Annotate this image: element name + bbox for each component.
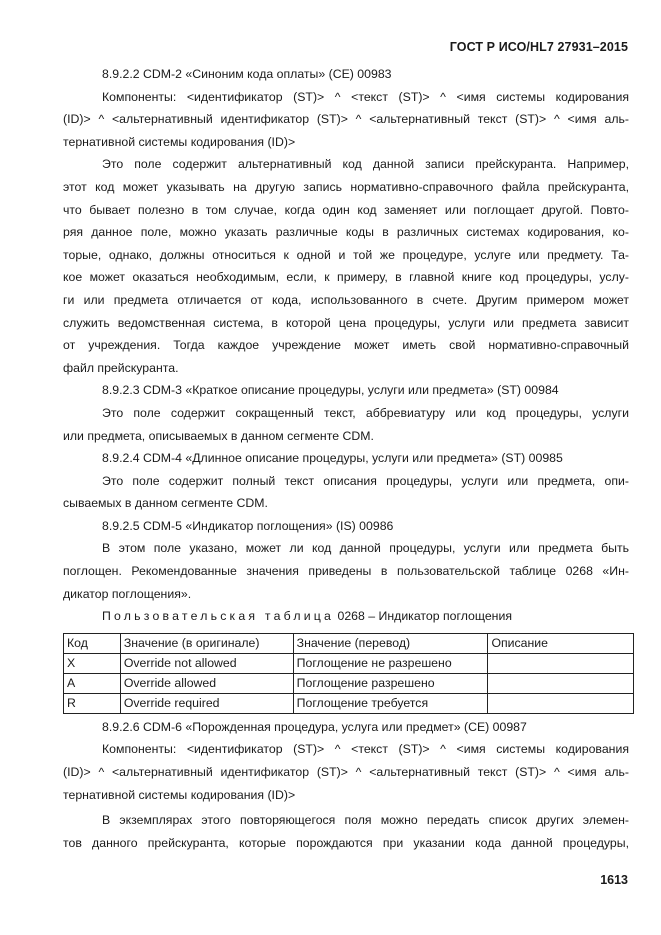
table-header-row bbox=[64, 633, 634, 653]
text-line: ряя данное поле, можно указать различные коды в различных системах кодирования, ко- bbox=[63, 225, 629, 240]
table-cell-original: Override allowed bbox=[120, 673, 293, 693]
table-cell-code: R bbox=[64, 693, 121, 713]
text-line: тов данного прейскуранта, которые порождаются при указании кода данной процедуры, bbox=[63, 835, 629, 850]
table-row bbox=[64, 653, 634, 673]
text-line: тернативной системы кодирования (ID)> bbox=[63, 787, 296, 802]
text-line: (ID)> ^ <альтернативный идентификатор (ST)> ^ <альтернативный текст (ST)> ^ <имя аль- bbox=[63, 112, 629, 127]
document-header: ГОСТ Р ИСО/HL7 27931–2015 bbox=[449, 40, 628, 54]
text-line: В этом поле указано, может ли код данной процедуры, услуги или предмета быть bbox=[102, 541, 629, 556]
body-paragraph bbox=[63, 809, 629, 854]
body-paragraph bbox=[63, 537, 629, 605]
text-line: торые, однако, должны относиться к одной и той же процедуре, услуге или предмету. Та- bbox=[63, 247, 629, 262]
text-line: Это поле содержит полный текст описания процедуры, услуги или предмета, опи- bbox=[102, 473, 629, 488]
table-caption-label: Пользовательская таблица bbox=[102, 609, 335, 624]
components-paragraph bbox=[63, 86, 629, 154]
text-line: В экземплярах этого повторяющегося поля можно передать список других элемен- bbox=[102, 813, 629, 828]
section-title: 8.9.2.3 CDM-3 «Краткое описание процедуры, услуги или предмета» (ST) 00984 bbox=[102, 383, 559, 398]
user-table-0268 bbox=[63, 633, 634, 714]
text-line: что бывает полезно в том случае, когда один код заменяет или поглощает другой. Повто- bbox=[63, 202, 629, 217]
text-line: Компоненты: <идентификатор (ST)> ^ <текст (ST)> ^ <имя системы кодирования bbox=[102, 742, 629, 757]
page-content bbox=[63, 63, 629, 854]
table-row bbox=[64, 673, 634, 693]
text-line: (ID)> ^ <альтернативный идентификатор (ST)> ^ <альтернативный текст (ST)> ^ <имя аль- bbox=[63, 765, 629, 780]
table-cell-description bbox=[488, 693, 634, 713]
text-line: от учреждения. Тогда каждое учреждение может иметь свой нормативно-справочный bbox=[63, 338, 629, 353]
table-header-cell: Описание bbox=[488, 633, 634, 653]
table-cell-code: A bbox=[64, 673, 121, 693]
section-title: 8.9.2.2 CDM-2 «Синоним кода оплаты» (CE) 00983 bbox=[102, 67, 392, 81]
table-cell-translation: Поглощение разрешено bbox=[293, 673, 488, 693]
table-caption-text: 0268 – Индикатор поглощения bbox=[337, 609, 512, 624]
body-paragraph bbox=[63, 402, 629, 447]
table-cell-translation: Поглощение не разрешено bbox=[293, 653, 488, 673]
table-header-cell: Значение (перевод) bbox=[293, 633, 488, 653]
text-line: файл прейскуранта. bbox=[63, 360, 179, 375]
text-line: тернативной системы кодирования (ID)> bbox=[63, 134, 296, 149]
table-caption bbox=[63, 605, 629, 628]
text-line: этот код может указывать на другую запись нормативно-справочного файла прейскуранта, bbox=[63, 179, 629, 194]
body-paragraph bbox=[63, 153, 629, 379]
section-title: 8.9.2.5 CDM-5 «Индикатор поглощения» (IS) 00986 bbox=[102, 518, 394, 533]
text-line: Это поле содержит альтернативный код данной записи прейскуранта. Например, bbox=[102, 157, 629, 172]
text-line: дикатор поглощения». bbox=[63, 586, 192, 601]
table-cell-description bbox=[488, 653, 634, 673]
text-line: кое может оказаться необходимым, если, к примеру, в главной книге код процедуры, услу- bbox=[63, 270, 629, 285]
table-cell-code: X bbox=[64, 653, 121, 673]
components-paragraph bbox=[63, 738, 629, 806]
page-number: 1613 bbox=[600, 873, 628, 887]
table-cell-original: Override not allowed bbox=[120, 653, 293, 673]
text-line: ги или предмета отличается от кода, использованного в счете. Другим примером может bbox=[63, 292, 629, 307]
table-cell-original: Override required bbox=[120, 693, 293, 713]
text-line: сываемых в данном сегменте CDM. bbox=[63, 496, 268, 511]
text-line: Это поле содержит сокращенный текст, аббревиатуру или код процедуры, услуги bbox=[102, 405, 629, 420]
text-line: служить ведомственная система, в которой цена процедуры, услуги или предмета зависит bbox=[63, 315, 629, 330]
text-line: Компоненты: <идентификатор (ST)> ^ <текст (ST)> ^ <имя системы кодирования bbox=[102, 89, 629, 104]
table-cell-translation: Поглощение требуется bbox=[293, 693, 488, 713]
table-cell-description bbox=[488, 673, 634, 693]
section-title: 8.9.2.6 CDM-6 «Порожденная процедура, услуга или предмет» (CE) 00987 bbox=[102, 719, 527, 734]
table-header-cell: Код bbox=[64, 633, 121, 653]
section-title: 8.9.2.4 CDM-4 «Длинное описание процедуры, услуги или предмета» (ST) 00985 bbox=[102, 451, 563, 466]
table-row bbox=[64, 693, 634, 713]
table-header-cell: Значение (в оригинале) bbox=[120, 633, 293, 653]
text-line: поглощен. Рекомендованные значения приведены в пользовательской таблице 0268 «Ин- bbox=[63, 564, 629, 579]
text-line: или предмета, описываемых в данном сегменте CDM. bbox=[63, 428, 374, 443]
body-paragraph bbox=[63, 470, 629, 515]
